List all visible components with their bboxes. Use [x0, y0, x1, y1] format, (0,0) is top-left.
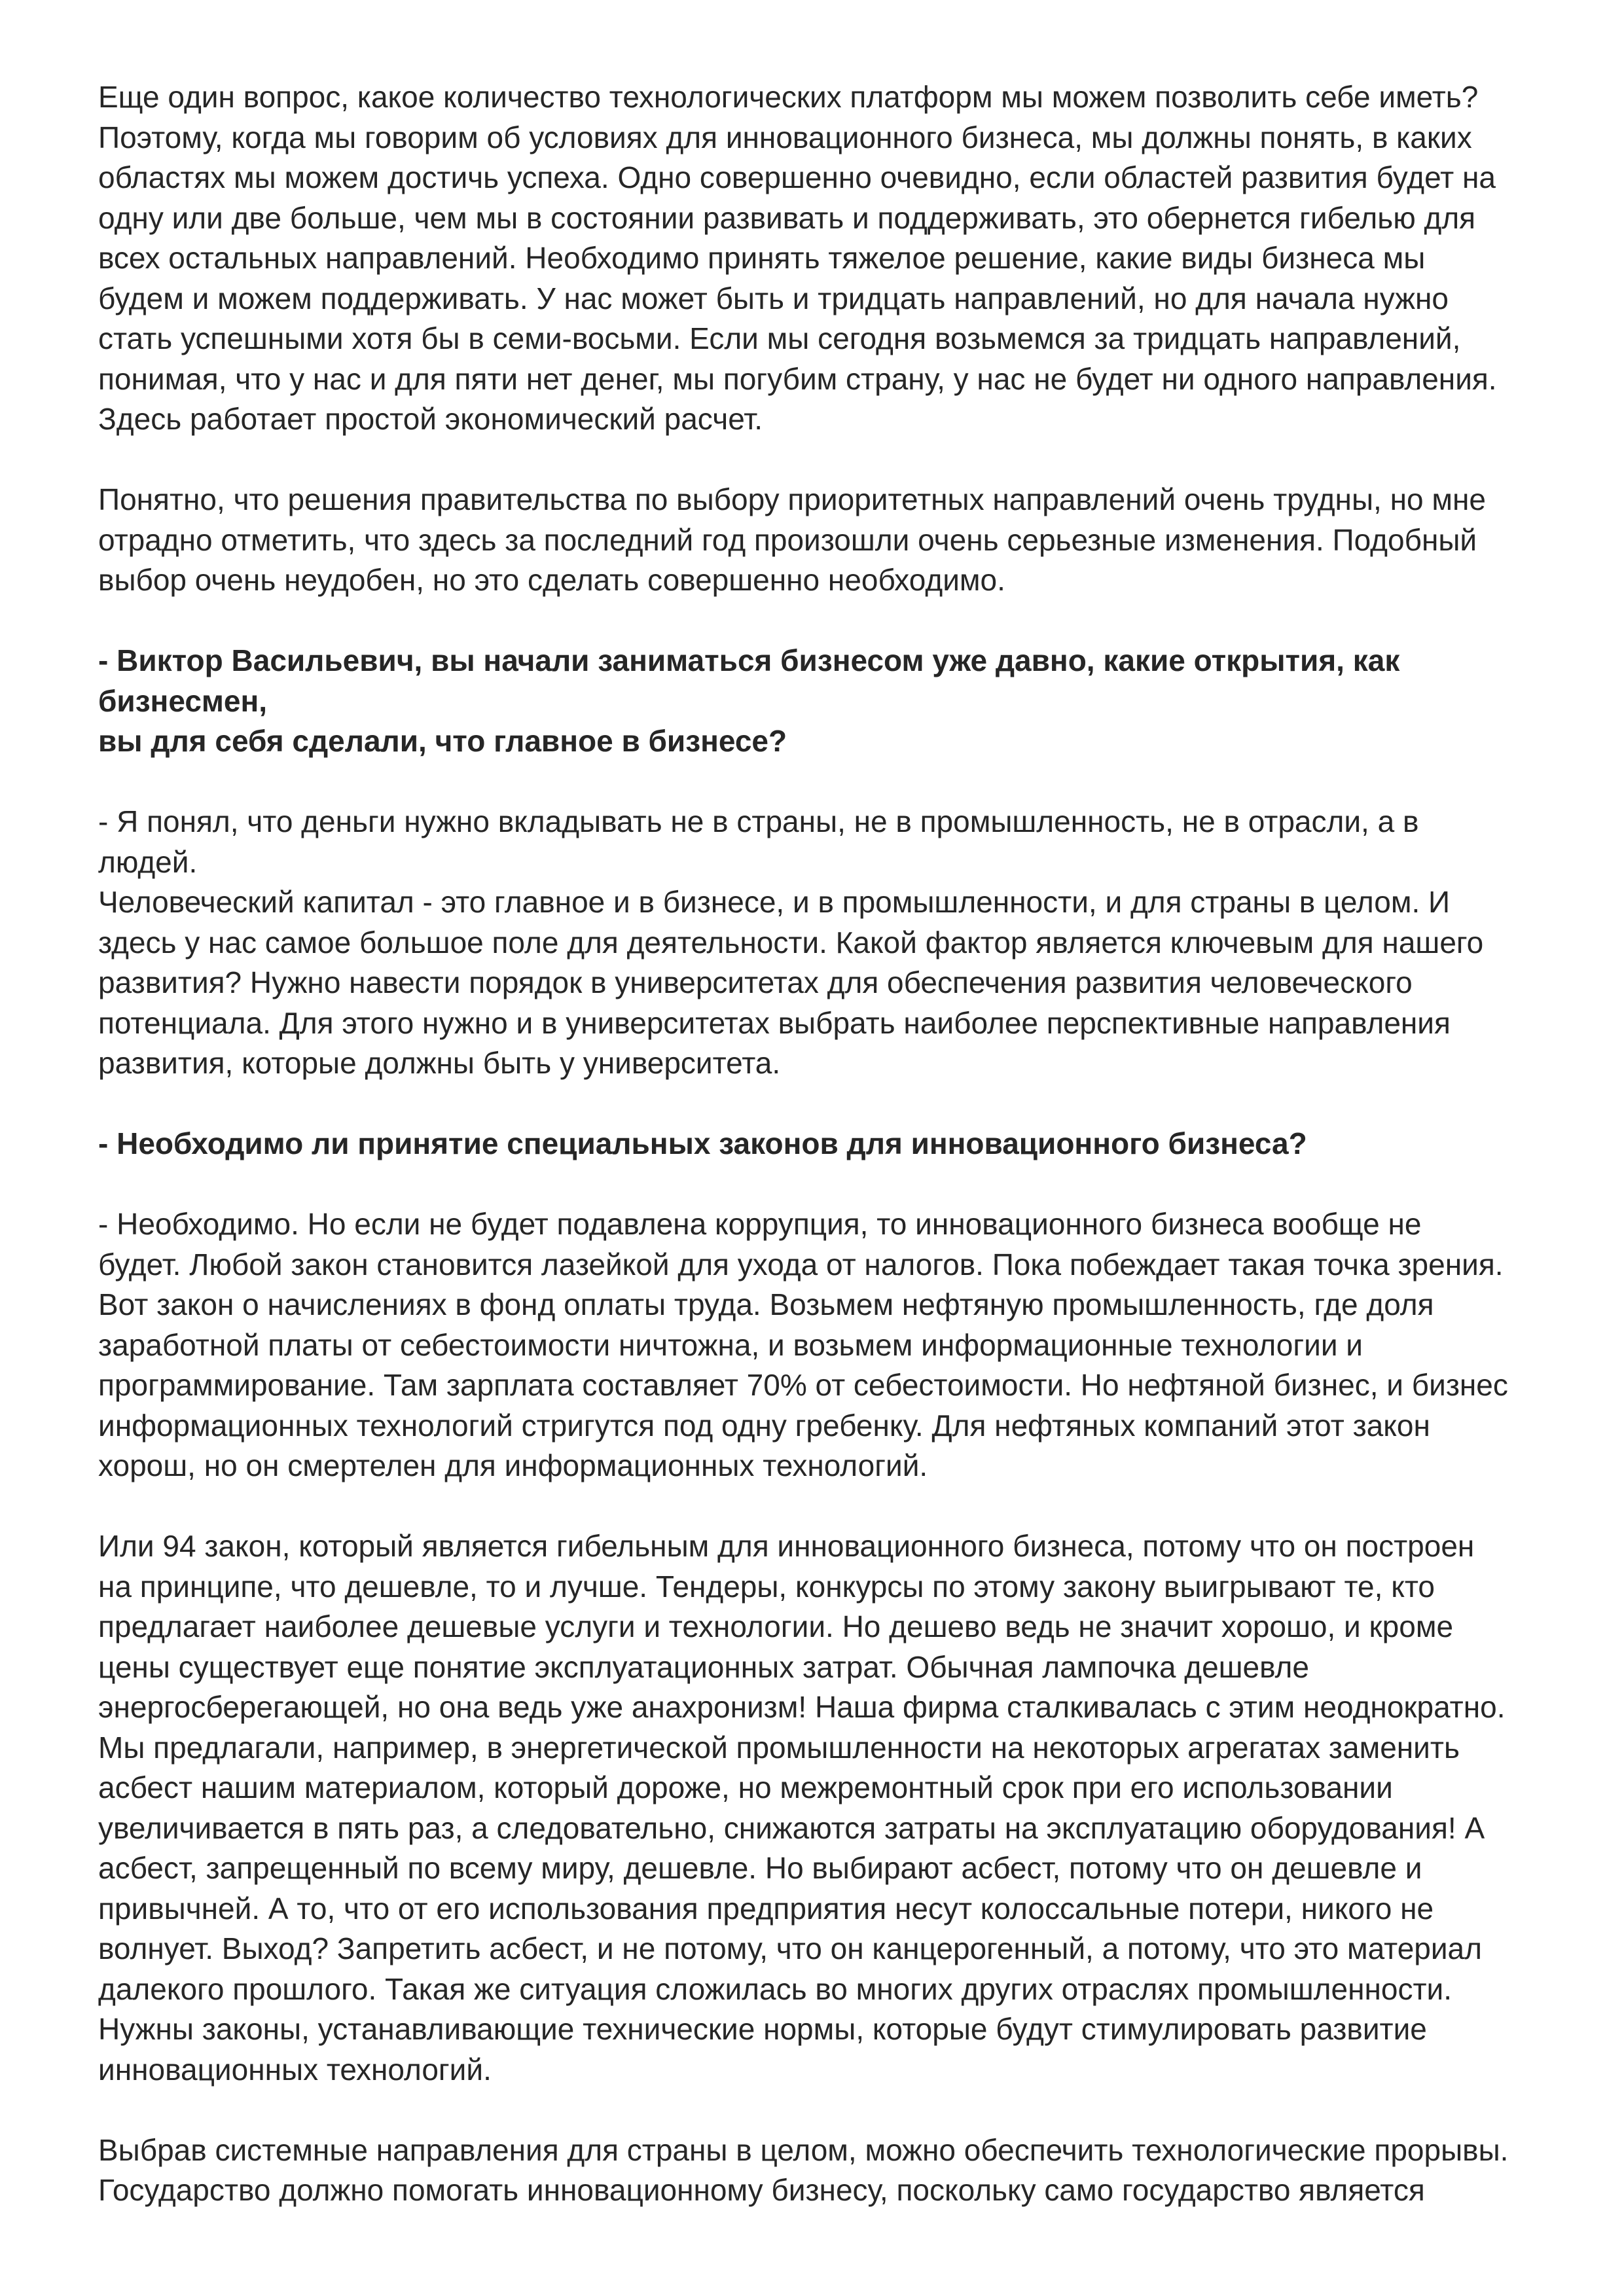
paragraph-government-decisions: Понятно, что решения правительства по выбору приоритетных направлений очень трудны, но мне отрадно отметить, что здесь за последний год произошли очень серьезные изменения. Подобный выбор очень неудобен, но это сделать совершенно необходимо.	[98, 482, 1486, 597]
answer-human-capital: - Я понял, что деньги нужно вкладывать не в страны, не в промышленность, не в отрасли, а в людей. Человеческий капитал - это главное и в бизнесе, и в промышленности, и для страны в целом. И здесь у нас самое большое поле для деятельности. Какой фактор является ключевым для нашего развития? Нужно навести порядок в университетах для обеспечения развития человеческого потенциала. Для этого нужно и в университетах выбрать наиболее перспективные направления развития, которые должны быть у университета.	[98, 804, 1484, 1080]
document-page	[98, 77, 1525, 2211]
paragraph-platforms: Еще один вопрос, какое количество технологических платформ мы можем позволить себе иметь? Поэтому, когда мы говорим об условиях для инновационного бизнеса, мы должны понять, в каких областях мы можем достичь успеха. Одно совершенно очевидно, если областей развития будет на одну или две больше, чем мы в состоянии развивать и поддерживать, это обернется гибелью для всех остальных направлений. Необходимо принять тяжелое решение, какие виды бизнеса мы будем и можем поддерживать. У нас может быть и тридцать направлений, но для начала нужно стать успешными хотя бы в семи-восьми. Если мы сегодня возьмемся за тридцать направлений, понимая, что у нас и для пяти нет денег, мы погубим страну, у нас не будет ни одного направления. Здесь работает простой экономический расчет.	[98, 80, 1497, 436]
paragraph-law-94: Или 94 закон, который является гибельным для инновационного бизнеса, потому что он построен на принципе, что дешевле, то и лучше. Тендеры, конкурсы по этому закону выигрывают те, кто предлагает наиболее дешевые услуги и технологии. Но дешево ведь не значит хорошо, и кроме цены существует еще понятие эксплуатационных затрат. Обычная лампочка дешевле энергосберегающей, но она ведь уже анахронизм! Наша фирма сталкивалась с этим неоднократно. Мы предлагали, например, в энергетической промышленности на некоторых агрегатах заменить асбест нашим материалом, который дороже, но межремонтный срок при его использовании увеличивается в пять раз, а следовательно, снижаются затраты на эксплуатацию оборудования! А асбест, запрещенный по всему миру, дешевле. Но выбирают асбест, потому что он дешевле и привычней. А то, что от его использования предприятия несут колоссальные потери, никого не волнует. Выход? Запретить асбест, и не потому, что он канцерогенный, а потому, что это материал далекого прошлого. Такая же ситуация сложилась во многих других отраслях промышленности. Нужны законы, устанавливающие технические нормы, которые будут стимулировать развитие инновационных технологий.	[98, 1529, 1506, 2087]
paragraph-system-directions: Выбрав системные направления для страны в целом, можно обеспечить технологические прорывы. Государство должно помогать инновационному бизнесу, поскольку само государство является	[98, 2132, 1509, 2207]
interview-question-laws: - Необходимо ли принятие специальных законов для инновационного бизнеса?	[98, 1126, 1307, 1160]
answer-corruption-laws: - Необходимо. Но если не будет подавлена коррупция, то инновационного бизнеса вообще не будет. Любой закон становится лазейкой для ухода от налогов. Пока побеждает такая точка зрения. Вот закон о начислениях в фонд оплаты труда. Возьмем нефтяную промышленность, где доля заработной платы от себестоимости ничтожна, и возьмем информационные технологии и программирование. Там зарплата составляет 70% от себестоимости. Но нефтяной бизнес, и бизнес информационных технологий стригутся под одну гребенку. Для нефтяных компаний этот закон хорош, но он смертелен для информационных технологий.	[98, 1207, 1508, 1482]
interview-question-discoveries: - Виктор Васильевич, вы начали заниматься бизнесом уже давно, какие открытия, как бизнесмен, вы для себя сделали, что главное в бизнесе?	[98, 643, 1400, 758]
